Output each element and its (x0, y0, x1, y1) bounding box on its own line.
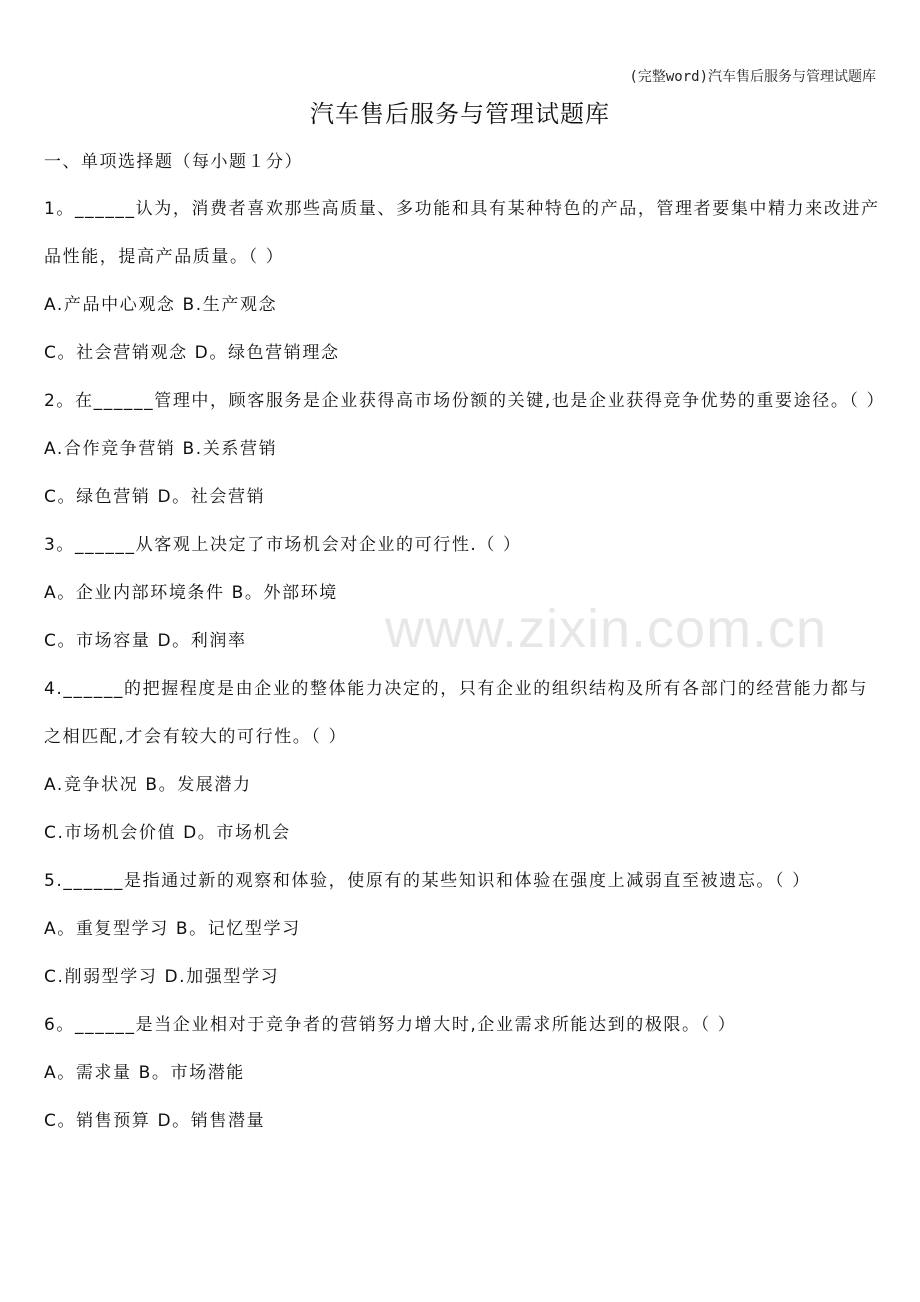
running-header: (完整word)汽车售后服务与管理试题库 (629, 69, 876, 85)
question-5-stem: 5.______是指通过新的观察和体验，使原有的某些知识和体验在强度上减弱直至被遗忘。（ ） (44, 871, 811, 891)
question-3-stem: 3。______从客观上决定了市场机会对企业的可行性.（ ） (44, 535, 522, 555)
site-watermark: www.zixin.com.cn (385, 599, 828, 659)
question-3-options-cd: C。市场容量 D。利润率 (44, 631, 247, 651)
question-3-options-ab: A。企业内部环境条件 B。外部环境 (44, 583, 338, 603)
question-1-stem: 1。______认为，消费者喜欢那些高质量、多功能和具有某种特色的产品，管理者要集中精力来改进产品性能，提高产品质量。（ ） (44, 199, 880, 267)
question-2-stem: 2。在______管理中，顾客服务是企业获得高市场份额的关键,也是企业获得竞争优势的重要途径。（ ） (44, 391, 886, 411)
question-5-options-ab: A。重复型学习 B。记忆型学习 (44, 919, 301, 939)
question-4-stem: 4.______的把握程度是由企业的整体能力决定的，只有企业的组织结构及所有各部门的经营能力都与之相匹配,才会有较大的可行性。（ ） (44, 679, 869, 747)
question-6-options-cd: C。销售预算 D。销售潜量 (44, 1111, 266, 1131)
question-2-options-cd: C。绿色营销 D。社会营销 (44, 487, 266, 507)
question-1-options-ab: A.产品中心观念 B.生产观念 (44, 295, 278, 315)
question-6-stem: 6。______是当企业相对于竞争者的营销努力增大时,企业需求所能达到的极限。（ ） (44, 1015, 737, 1035)
question-list (44, 185, 886, 1145)
question-1-options-cd: C。社会营销观念 D。绿色营销理念 (44, 343, 340, 363)
question-6-options-ab: A。需求量 B。市场潜能 (44, 1063, 245, 1083)
question-2-options-ab: A.合作竞争营销 B.关系营销 (44, 439, 278, 459)
document-title: 汽车售后服务与管理试题库 (310, 100, 610, 128)
section-heading: 一、单项选择题（每小题１分） (44, 152, 303, 172)
question-4-options-ab: A.竞争状况 B。发展潜力 (44, 775, 252, 795)
question-4-options-cd: C.市场机会价值 D。市场机会 (44, 823, 291, 843)
question-5-options-cd: C.削弱型学习 D.加强型学习 (44, 967, 280, 987)
